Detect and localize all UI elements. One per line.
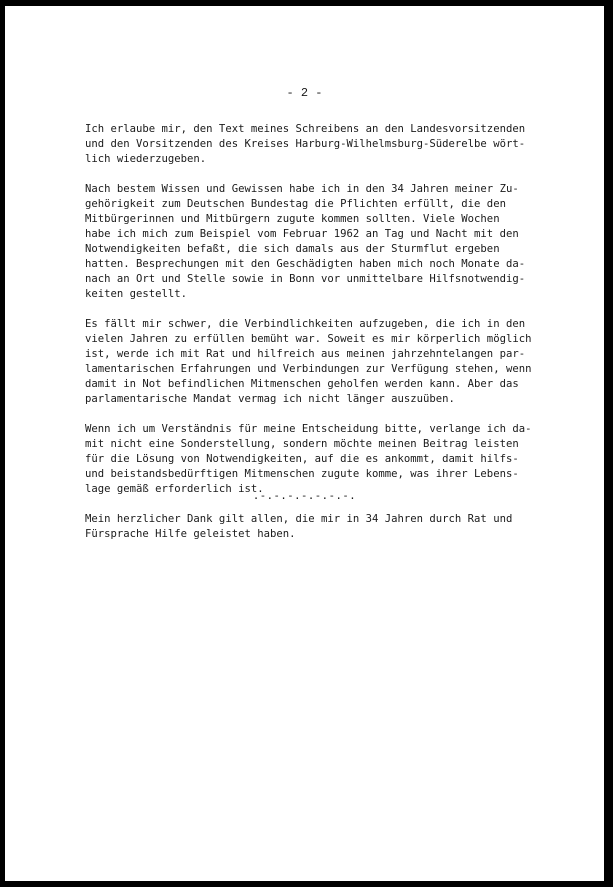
paragraph (85, 182, 585, 302)
page-number: - 2 - (286, 86, 323, 100)
text-line: Mitbürgerinnen und Mitbürgern zugute kommen sollten. Viele Wochen (85, 213, 500, 225)
text-line: lage gemäß erforderlich ist. (85, 483, 264, 495)
text-line: Fürsprache Hilfe geleistet haben. (85, 528, 296, 540)
text-line: parlamentarische Mandat vermag ich nicht länger auszuüben. (85, 393, 455, 405)
paragraph (85, 317, 585, 407)
document-page (5, 6, 604, 881)
paragraph (85, 512, 585, 542)
text-line: und beistandsbedürftigen Mitmenschen zugute komme, was ihrer Lebens- (85, 468, 519, 480)
text-line: Notwendigkeiten befaßt, die sich damals aus der Sturmflut ergeben (85, 243, 500, 255)
paragraph (85, 422, 585, 497)
closing-separator: .-.-.-.-.-.-.-. (252, 490, 357, 502)
text-line: vielen Jahren zu erfüllen bemüht war. Soweit es mir körperlich möglich (85, 333, 532, 345)
text-line: keiten gestellt. (85, 288, 188, 300)
text-line: habe ich mich zum Beispiel vom Februar 1962 an Tag und Nacht mit den (85, 228, 519, 240)
paragraph (85, 122, 585, 167)
text-line: damit in Not befindlichen Mitmenschen geholfen werden kann. Aber das (85, 378, 519, 390)
text-line: Ich erlaube mir, den Text meines Schreibens an den Landesvorsitzenden (85, 123, 526, 135)
text-line: lich wiederzugeben. (85, 153, 207, 165)
text-line: und den Vorsitzenden des Kreises Harburg-Wilhelmsburg-Süderelbe wört- (85, 138, 526, 150)
text-line: Mein herzlicher Dank gilt allen, die mir in 34 Jahren durch Rat und (85, 513, 513, 525)
text-line: hatten. Besprechungen mit den Geschädigten haben mich noch Monate da- (85, 258, 526, 270)
text-line: lamentarischen Erfahrungen und Verbindungen zur Verfügung stehen, wenn (85, 363, 532, 375)
text-line: Wenn ich um Verständnis für meine Entscheidung bitte, verlange ich da- (85, 423, 532, 435)
text-line: mit nicht eine Sonderstellung, sondern möchte meinen Beitrag leisten (85, 438, 519, 450)
text-line: gehörigkeit zum Deutschen Bundestag die Pflichten erfüllt, die den (85, 198, 506, 210)
text-line: nach an Ort und Stelle sowie in Bonn vor unmittelbare Hilfsnotwendig- (85, 273, 526, 285)
text-line: Es fällt mir schwer, die Verbindlichkeiten aufzugeben, die ich in den (85, 318, 526, 330)
text-line: Nach bestem Wissen und Gewissen habe ich in den 34 Jahren meiner Zu- (85, 183, 519, 195)
text-line: für die Lösung von Notwendigkeiten, auf die es ankommt, damit hilfs- (85, 453, 519, 465)
text-line: ist, werde ich mit Rat und hilfreich aus meinen jahrzehntelangen par- (85, 348, 526, 360)
